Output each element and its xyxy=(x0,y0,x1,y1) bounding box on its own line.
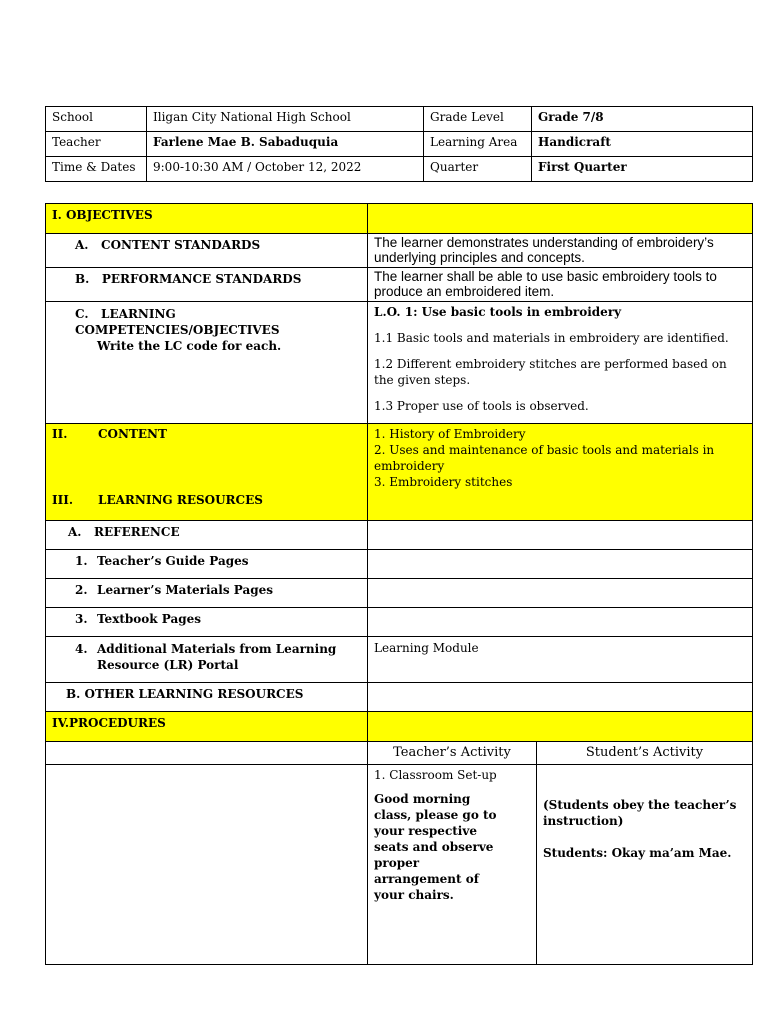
reference-item-value: Learning Module xyxy=(368,637,753,683)
reference-item-row xyxy=(46,637,753,683)
header-value: Iligan City National High School xyxy=(147,107,424,132)
lesson-plan-table xyxy=(45,203,753,965)
other-resources-value xyxy=(368,683,753,712)
header-label: Quarter xyxy=(424,157,532,182)
competencies-list xyxy=(368,302,753,424)
reference-row xyxy=(46,521,753,550)
learning-outcome: L.O. 1: Use basic tools in embroidery xyxy=(374,305,622,319)
content-item: 2. Uses and maintenance of basic tools and materials in embroidery xyxy=(374,443,715,473)
reference-item-value xyxy=(368,579,753,608)
content-title: CONTENT xyxy=(98,427,167,441)
header-table xyxy=(45,106,753,182)
resources-numeral: III. xyxy=(52,493,74,507)
header-label: Grade Level xyxy=(424,107,532,132)
header-value: Farlene Mae B. Sabaduquia xyxy=(147,132,424,157)
procedures-activity-blank xyxy=(46,765,368,965)
performance-standards-label: B. PERFORMANCE STANDARDS xyxy=(46,268,368,302)
student-text: (Students obey the teacher’s instruction) xyxy=(543,798,737,828)
content-item: 3. Embroidery stitches xyxy=(374,475,513,489)
teacher-text: Good morning class, please go to your respective seats and observe proper arrangement of your chairs. xyxy=(374,792,497,902)
reference-item-value xyxy=(368,608,753,637)
reference-item: 1. Teacher’s Guide Pages xyxy=(46,550,368,579)
header-value: Handicraft xyxy=(532,132,753,157)
procedures-title: IV.PROCEDURES xyxy=(46,712,368,742)
competency-item: 1.3 Proper use of tools is observed. xyxy=(374,399,589,413)
content-row xyxy=(46,424,753,521)
teacher-activity-cell xyxy=(368,765,537,965)
student-activity-cell xyxy=(537,765,753,965)
content-cell xyxy=(46,424,368,521)
resources-title: LEARNING RESOURCES xyxy=(98,493,263,507)
reference-item-value xyxy=(368,550,753,579)
header-row-school xyxy=(46,107,753,132)
competency-item: 1.1 Basic tools and materials in embroidery are identified. xyxy=(374,331,729,345)
header-label: School xyxy=(46,107,147,132)
procedures-row xyxy=(46,712,753,742)
reference-item: 2. Learner’s Materials Pages xyxy=(46,579,368,608)
procedures-header-row xyxy=(46,742,753,765)
competencies-sublabel: Write the LC code for each. xyxy=(97,339,282,353)
objectives-row xyxy=(46,204,753,234)
header-label: Teacher xyxy=(46,132,147,157)
procedures-value xyxy=(368,712,753,742)
teacher-activity-header: Teacher’s Activity xyxy=(368,742,537,765)
student-reply: Students: Okay ma’am Mae. xyxy=(543,846,732,860)
content-standards-row xyxy=(46,234,753,268)
header-value: 9:00-10:30 AM / October 12, 2022 xyxy=(147,157,424,182)
content-list xyxy=(368,424,753,521)
content-standards-text: The learner demonstrates understanding of embroidery’s underlying principles and concepts. xyxy=(368,234,753,268)
competencies-cell xyxy=(46,302,368,424)
other-resources-row xyxy=(46,683,753,712)
reference-item-row xyxy=(46,579,753,608)
reference-item: 3. Textbook Pages xyxy=(46,608,368,637)
procedures-activity-row xyxy=(46,765,753,965)
content-item: 1. History of Embroidery xyxy=(374,427,526,441)
header-label: Learning Area xyxy=(424,132,532,157)
procedures-header-blank xyxy=(46,742,368,765)
reference-value xyxy=(368,521,753,550)
header-label: Time & Dates xyxy=(46,157,147,182)
reference-item: 4. Additional Materials from Learning Resource (LR) Portal xyxy=(46,637,368,683)
header-row-time xyxy=(46,157,753,182)
student-activity-header: Student’s Activity xyxy=(537,742,753,765)
objectives-value xyxy=(368,204,753,234)
content-standards-label: A. CONTENT STANDARDS xyxy=(46,234,368,268)
performance-standards-text: The learner shall be able to use basic embroidery tools to produce an embroidered item. xyxy=(368,268,753,302)
content-numeral: II. xyxy=(52,427,68,441)
reference-label: A. REFERENCE xyxy=(46,521,368,550)
reference-item-row xyxy=(46,550,753,579)
header-row-teacher xyxy=(46,132,753,157)
header-value: First Quarter xyxy=(532,157,753,182)
competencies-row xyxy=(46,302,753,424)
header-value: Grade 7/8 xyxy=(532,107,753,132)
performance-standards-row xyxy=(46,268,753,302)
competency-item: 1.2 Different embroidery stitches are performed based on the given steps. xyxy=(374,357,727,387)
competencies-label: C. LEARNING COMPETENCIES/OBJECTIVES xyxy=(75,307,280,337)
teacher-step: 1. Classroom Set-up xyxy=(374,768,497,782)
reference-item-row xyxy=(46,608,753,637)
objectives-title: I. OBJECTIVES xyxy=(46,204,368,234)
other-resources-label: B. OTHER LEARNING RESOURCES xyxy=(46,683,368,712)
